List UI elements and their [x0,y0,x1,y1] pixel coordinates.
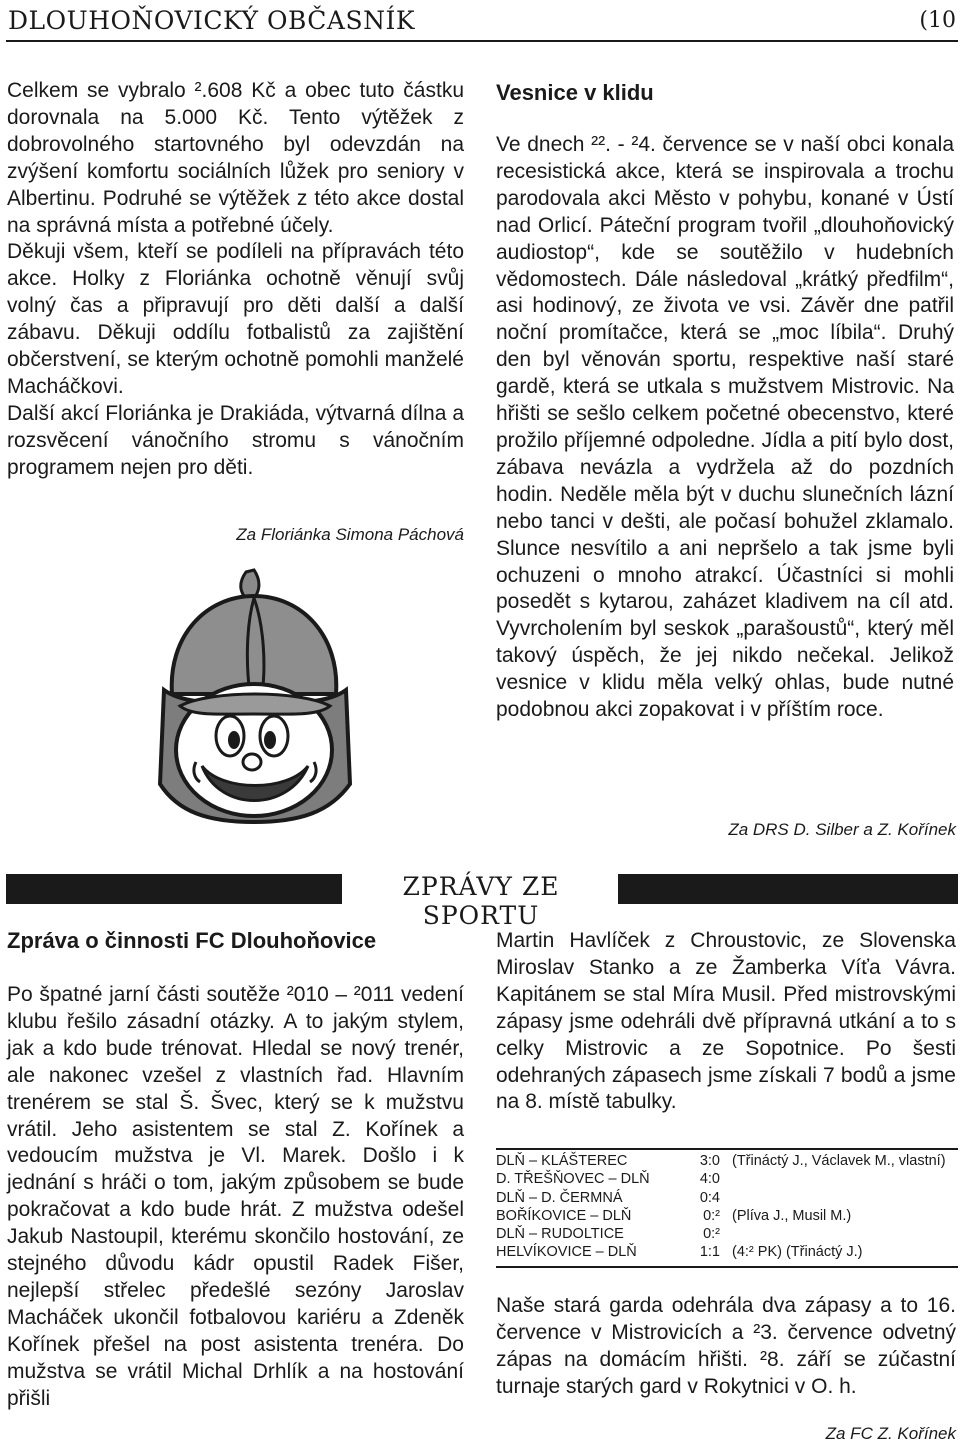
sport-article-right [496,928,956,1116]
section-banner-bar-left [6,874,342,904]
firefighter-mascot-illustration [150,566,360,826]
match-score: 1:1 [699,1244,720,1261]
results-top-rule [496,1148,958,1150]
match-teams: D. TŘEŠŇOVEC – DLŇ [496,1171,650,1188]
table-row [496,1225,958,1243]
section-banner-bar-right [618,874,958,904]
match-score: 4:0 [699,1171,720,1188]
match-score: 0:4 [699,1189,720,1206]
match-scorers [732,1225,958,1243]
left-article-paragraph: Celkem se vybralo ².608 Kč a obec tuto částku dorovnala na 5.000 Kč. Tento výtěžek z dobrovolného startovného byl odevzdán na zvýšení komfortu sociálních lůžek pro seniory v Albertinu. Podruhé se výtěžek z této akce dostal na správná místa a potřebné účely. [7,79,464,237]
newsletter-title: DLOUHOŇOVICKÝ OBČASNÍK [8,6,416,35]
masthead-rule [6,40,958,42]
left-article-signature: Za Floriánka Simona Páchová [236,525,464,544]
match-teams: BOŘÍKOVICE – DLŇ [496,1207,632,1224]
sport-article-left [7,982,464,1413]
table-row [496,1170,958,1188]
masthead [8,2,958,38]
sport-article-right-text: Martin Havlíček z Chroustovic, ze Slovenska Miroslav Stanko a ze Žamberka Víťa Vávra. Kapitánem se stal Míra Musil. Před mistrovskými zápasy jsme odehráli dvě přípravná utkání a to s celky Mistrovic a ze Sopotnice. Po šesti odehraných zápasech jsme získali 7 bodů a jsme na 8. místě tabulky. [496,929,956,1114]
match-score: 3:0 [699,1153,720,1169]
match-teams: DLŇ – KLÁŠTEREC [496,1153,628,1169]
match-scorers [732,1170,958,1188]
right-article-signature: Za DRS D. Silber a Z. Kořínek [728,820,956,839]
match-teams: DLŇ – D. ČERMNÁ [496,1189,623,1206]
page-number: (10 [919,8,956,33]
left-article-paragraph: Další akcí Floriánka je Drakiáda, výtvarná dílna a rozsvěcení vánočního stromu s vánočním programem nejen pro děti. [7,401,464,479]
match-teams: HELVÍKOVICE – DLŇ [496,1244,637,1261]
table-row [496,1207,958,1225]
right-article-text: Ve dnech ²². - ²4. července se v naší obci konala recesistická akce, která se inspirovala a trochu parodovala akci Město v pohybu, konané v Ústí nad Orlicí. Páteční program tvořil „dlouhoňovický audiostop“, kde se soutěžilo v hudebních vědomostech. Dále následoval „krátký předfilm“, asi hodinový, ze života ve vsi. Závěr dne patřil noční promítačce, která se „moc líbila“. Druhý den byl věnován sportu, respektive naší staré gardě, která se utkala s mužstvem Mistrovic. Na hřišti se sešlo celkem početné obecenstvo, které prožilo příjemné odpoledne. Jídla a pití bylo dost, zábava nevázla a vydržela až do pozdních hodin. Neděle měla být v duchu slunečních lázní nebo tanci v dešti, ale počasí bohužel zklamalo. Slunce nesvítilo a ani nepršelo a tak jsme byli ochuzeni o mnoho atrakcí. Účastníci si mohli posedět s kytarou, zaházet kladivem na cíl atd. Vyvrcholením byl seskok „parašoustů“, který měl takový úspěch, že jej nikdo nečekal. Jelikož vesnice v klidu měla velký ohlas, bude nutné podobnou akci zopakovat i v příštím roce. [496,133,954,722]
match-score: 0:² [703,1226,720,1243]
match-score: 0:² [703,1207,720,1224]
match-results-table [496,1152,958,1262]
table-row [496,1152,958,1170]
right-article-heading: Vesnice v klidu [496,80,654,105]
match-scorers [732,1189,958,1207]
sport-article-left-text: Po špatné jarní části soutěže ²010 – ²011 vedení klubu řešilo zásadní otázky. A to jakým stylem, jak a kdo bude trénovat. Hledal se nový trenér, ale nakonec vzešel z vlastních řad. Hlavním trenérem se stal Š. Švec, který se k mužstvu vrátil. Jeho asistentem se stal Z. Kořínek a vedoucím mužstva je Vl. Marek. Došlo i k jednání s hráči o tom, jakým způsobem se bude pokračovat a kdo bude hrát. Z mužstva odešel Jakub Nastoupil, kterému skončilo hostování, ze stejného důvodu kádr opustil Radek Fišer, nejlepší střelec předešlé sezóny Jaroslav Macháček ukončil fotbalovou kariéru a Zdeněk Kořínek přešel na post asistenta trenéra. Do mužstva se vrátil Michal Drhlík a na hostování přišli [7,983,464,1410]
sport-closing-text: Naše stará garda odehrála dva zápasy a to 16. července v Mistrovicích a ²3. července odvetný zápas na domácím hřišti. ²8. září se zúčastní turnaje starých gard v Rokytnici v O. h. [496,1294,956,1398]
match-scorers: (Plíva J., Musil M.) [732,1207,852,1224]
sport-article-heading: Zpráva o činnosti FC Dlouhoňovice [7,928,377,953]
left-article-paragraph: Děkuji všem, kteří se podíleli na přípravách této akce. Holky z Floriánka ochotně věnují svůj volný čas a připravují pro děti další a další zábavu. Děkuji oddílu fotbalistů za zajištění občerstvení, se kterým ochotně pomohli manželé Macháčkovi. [7,240,464,398]
match-scorers: (4:² PK) (Třináctý J.) [732,1244,863,1261]
results-bottom-rule [496,1266,958,1268]
match-teams: DLŇ – RUDOLTICE [496,1226,624,1243]
sport-section-title: ZPRÁVY ZE SPORTU [402,872,560,930]
sport-article-signature: Za FC Z. Kořínek [825,1424,956,1443]
right-article [496,132,954,724]
match-scorers: (Třináctý J., Václavek M., vlastní) [732,1153,946,1169]
left-article [7,78,464,482]
table-row [496,1243,958,1261]
table-row [496,1189,958,1207]
sport-closing [496,1293,956,1401]
